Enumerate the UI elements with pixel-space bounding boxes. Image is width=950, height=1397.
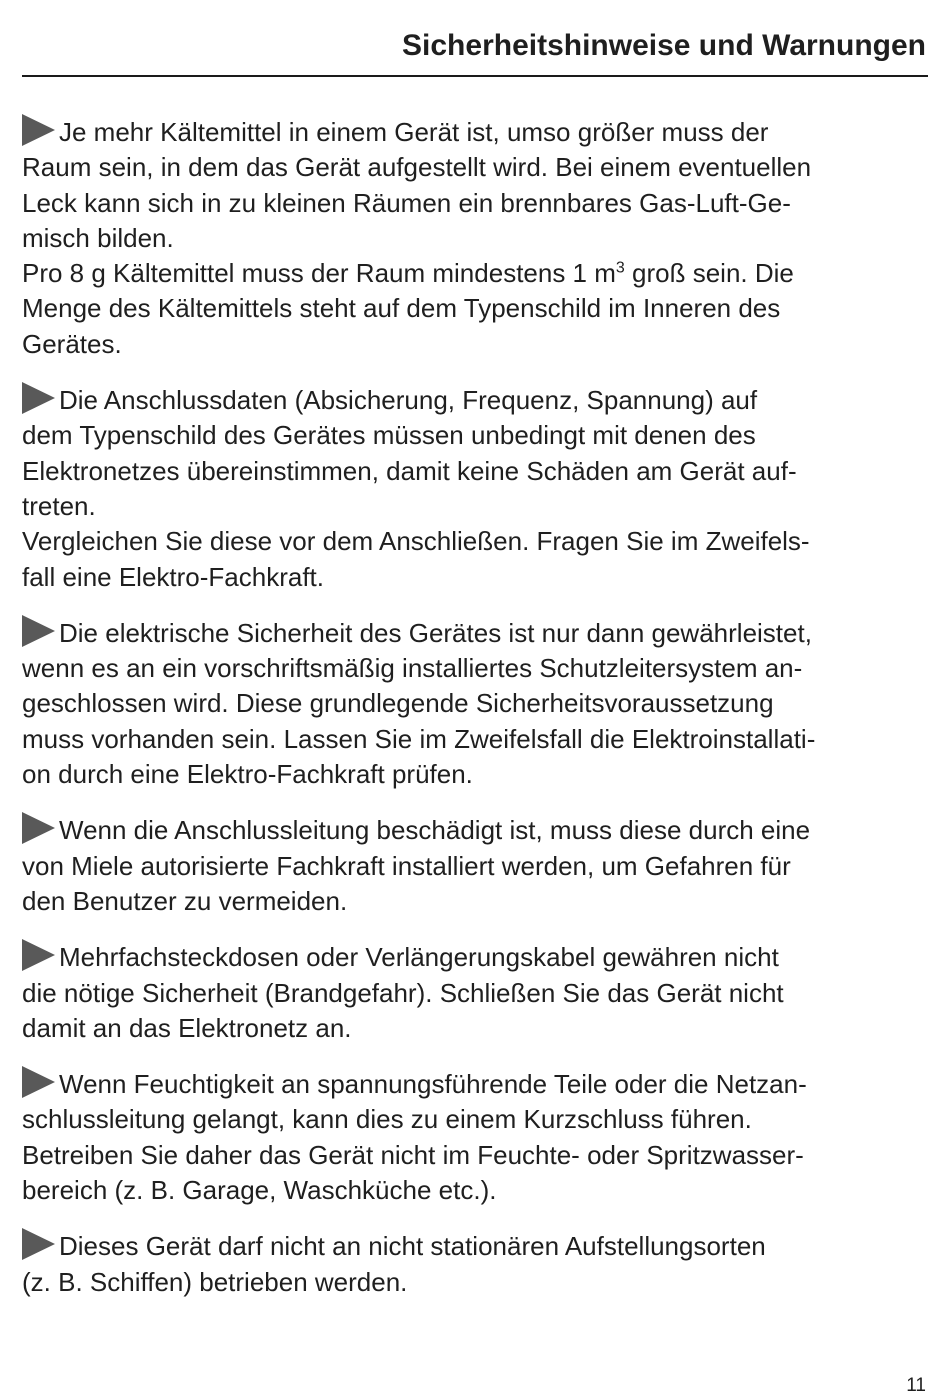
warning-item-refrigerant (22, 114, 928, 362)
safety-instructions (22, 114, 928, 1320)
warning-item-non-stationary (22, 1228, 928, 1300)
text-line: on durch eine Elektro-Fachkraft prüfen. (22, 759, 473, 790)
triangle-right-icon (22, 812, 55, 844)
text-line: muss vorhanden sein. Lassen Sie im Zweifelsfall die Elektroinstallati- (22, 723, 816, 754)
text-line: Gerätes. (22, 328, 122, 359)
text-line: Menge des Kältemittels steht auf dem Typenschild im Inneren des (22, 293, 781, 324)
triangle-right-icon (22, 1066, 55, 1098)
text-line: geschlossen wird. Diese grundlegende Sicherheitsvoraussetzung (22, 688, 774, 719)
triangle-right-icon (22, 114, 55, 146)
text-line: Vergleichen Sie diese vor dem Anschließen. Fragen Sie im Zweifels- (22, 526, 810, 557)
text-line: Betreiben Sie daher das Gerät nicht im Feuchte- oder Spritzwasser- (22, 1139, 804, 1170)
header-divider (22, 75, 928, 77)
warning-item-moisture (22, 1066, 928, 1208)
text-line: Raum sein, in dem das Gerät aufgestellt wird. Bei einem eventuellen (22, 152, 812, 183)
text-line: wenn es an ein vorschriftsmäßig installiertes Schutzleitersystem an- (22, 653, 803, 684)
page-number: 11 (906, 1375, 926, 1396)
text-line: Je mehr Kältemittel in einem Gerät ist, umso größer muss der (22, 114, 928, 150)
text-line: Elektronetzes übereinstimmen, damit keine Schäden am Gerät auf- (22, 455, 797, 486)
superscript-unit: 3 (615, 259, 625, 277)
text-line: Mehrfachsteckdosen oder Verlängerungskabel gewähren nicht (22, 939, 928, 975)
text-line: damit an das Elektronetz an. (22, 1012, 352, 1043)
warning-item-power-strips (22, 939, 928, 1046)
text-line: Wenn die Anschlussleitung beschädigt ist, muss diese durch eine (22, 812, 928, 848)
text-line-volume: Pro 8 g Kältemittel muss der Raum mindestens 1 $m^3$ groß sein. Die (22, 258, 794, 289)
text-line: misch bilden. (22, 222, 174, 253)
text-line: dem Typenschild des Gerätes müssen unbedingt mit denen des (22, 420, 756, 451)
text-line: Die Anschlussdaten (Absicherung, Frequenz, Spannung) auf (22, 382, 928, 418)
text-line: schlussleitung gelangt, kann dies zu einem Kurzschluss führen. (22, 1104, 752, 1135)
text-line: fall eine Elektro-Fachkraft. (22, 561, 325, 592)
triangle-right-icon (22, 1228, 55, 1260)
warning-item-damaged-cable (22, 812, 928, 919)
triangle-right-icon (22, 615, 55, 647)
warning-item-connection-data (22, 382, 928, 595)
text-line: Die elektrische Sicherheit des Gerätes ist nur dann gewährleistet, (22, 615, 928, 651)
text-line: die nötige Sicherheit (Brandgefahr). Schließen Sie das Gerät nicht (22, 977, 784, 1008)
triangle-right-icon (22, 382, 55, 414)
text-line: treten. (22, 490, 96, 521)
text-line: den Benutzer zu vermeiden. (22, 885, 348, 916)
text-line: bereich (z. B. Garage, Waschküche etc.). (22, 1175, 497, 1206)
page-title: Sicherheitshinweise und Warnungen (402, 29, 926, 62)
text-line: Leck kann sich in zu kleinen Räumen ein brennbares Gas-Luft-Ge- (22, 187, 791, 218)
text-line: (z. B. Schiffen) betrieben werden. (22, 1266, 408, 1297)
text-line: Dieses Gerät darf nicht an nicht stationären Aufstellungsorten (22, 1228, 928, 1264)
warning-item-electrical-safety (22, 615, 928, 792)
triangle-right-icon (22, 939, 55, 971)
text-line: von Miele autorisierte Fachkraft installiert werden, um Gefahren für (22, 850, 791, 881)
text-line: Wenn Feuchtigkeit an spannungsführende Teile oder die Netzan- (22, 1066, 928, 1102)
